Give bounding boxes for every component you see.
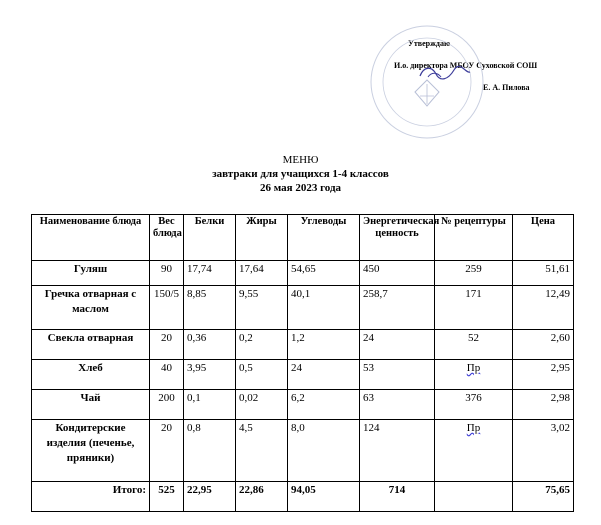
menu-date: 26 мая 2023 года [259, 182, 342, 194]
cell: 0,8 [184, 420, 236, 482]
cell: 258,7 [360, 286, 435, 330]
cell: 8,0 [288, 420, 360, 482]
total-cell: 525 [150, 482, 184, 512]
cell: 9,55 [236, 286, 288, 330]
total-cell: 75,65 [513, 482, 574, 512]
dish-name: Хлеб [32, 360, 150, 390]
cell: 24 [288, 360, 360, 390]
cell: 3,02 [513, 420, 574, 482]
col-header: Углеводы [288, 215, 360, 261]
recipe-ref: Пр [466, 362, 481, 374]
col-header: Наименование блюда [32, 215, 150, 261]
cell: 63 [360, 390, 435, 420]
cell: 20 [150, 420, 184, 482]
cell: 0,36 [184, 330, 236, 360]
cell: 2,98 [513, 390, 574, 420]
approval-title: Утверждаю [408, 39, 451, 48]
cell: 24 [360, 330, 435, 360]
cell: 52 [435, 330, 513, 360]
total-cell: 22,95 [184, 482, 236, 512]
table-header-row [32, 215, 574, 261]
dish-name: Свекла отварная [32, 330, 150, 360]
cell: 259 [435, 261, 513, 286]
recipe-ref: Пр [466, 422, 481, 434]
total-cell: 94,05 [288, 482, 360, 512]
cell: 2,60 [513, 330, 574, 360]
total-cell: 22,86 [236, 482, 288, 512]
stamp-seal-and-signature [362, 14, 492, 142]
cell: 0,5 [236, 360, 288, 390]
cell: 17,64 [236, 261, 288, 286]
cell: 150/5 [150, 286, 184, 330]
cell: 8,85 [184, 286, 236, 330]
col-header: Энергетическая ценность [360, 215, 435, 261]
approval-position: И.о. директора МБОУ Суховской СОШ [394, 61, 538, 70]
table-row [32, 330, 574, 360]
cell: 6,2 [288, 390, 360, 420]
cell: 200 [150, 390, 184, 420]
col-header: Цена [513, 215, 574, 261]
cell: 90 [150, 261, 184, 286]
dish-name: Гречка отварная с маслом [32, 286, 150, 330]
cell: 12,49 [513, 286, 574, 330]
dish-name: Кондитерские изделия (печенье, пряники) [32, 420, 150, 482]
cell: 40,1 [288, 286, 360, 330]
cell: 3,95 [184, 360, 236, 390]
cell: 2,95 [513, 360, 574, 390]
cell: 376 [435, 390, 513, 420]
cell: 1,2 [288, 330, 360, 360]
menu-table [31, 214, 574, 512]
cell: 17,74 [184, 261, 236, 286]
menu-title: МЕНЮ [282, 154, 319, 166]
table-row [32, 390, 574, 420]
col-header: Вес блюда [150, 215, 184, 261]
table-row [32, 286, 574, 330]
total-cell: 714 [360, 482, 435, 512]
dish-name: Гуляш [32, 261, 150, 286]
cell [435, 420, 513, 482]
table-row [32, 261, 574, 286]
cell: 450 [360, 261, 435, 286]
cell: 51,61 [513, 261, 574, 286]
total-cell [435, 482, 513, 512]
col-header: Белки [184, 215, 236, 261]
cell [435, 360, 513, 390]
cell: 40 [150, 360, 184, 390]
cell: 0,2 [236, 330, 288, 360]
cell: 20 [150, 330, 184, 360]
table-row [32, 420, 574, 482]
table-total-row [32, 482, 574, 512]
cell: 124 [360, 420, 435, 482]
col-header: № рецептуры [435, 215, 513, 261]
table-row [32, 360, 574, 390]
menu-subtitle: завтраки для учащихся 1-4 классов [212, 168, 389, 180]
approval-signer: Е. А. Пилова [483, 83, 530, 92]
cell: 0,1 [184, 390, 236, 420]
cell: 171 [435, 286, 513, 330]
cell: 54,65 [288, 261, 360, 286]
cell: 4,5 [236, 420, 288, 482]
cell: 0,02 [236, 390, 288, 420]
total-label: Итого: [32, 482, 150, 512]
cell: 53 [360, 360, 435, 390]
col-header: Жиры [236, 215, 288, 261]
dish-name: Чай [32, 390, 150, 420]
